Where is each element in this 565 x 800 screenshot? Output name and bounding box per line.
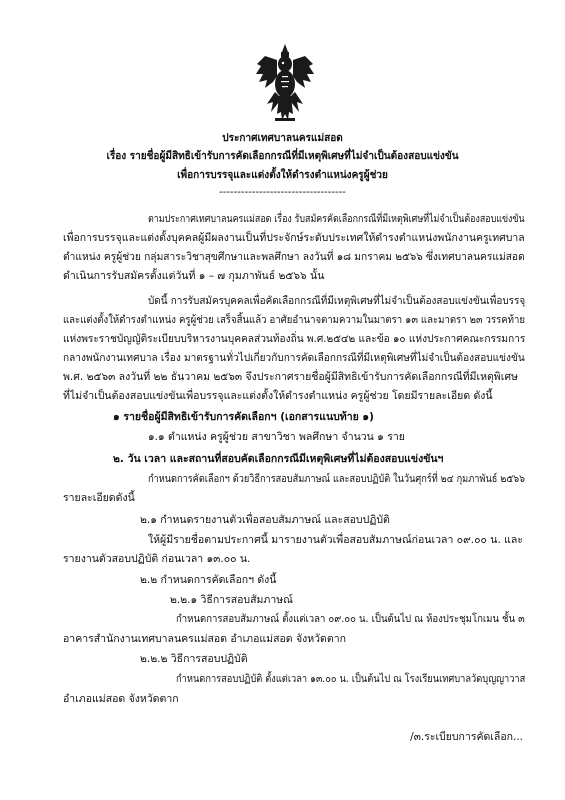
section-1-heading: ๑ รายชื่อผู้มีสิทธิเข้ารับการคัดเลือกฯ (เอกสารแนบท้าย ๑) — [113, 411, 374, 423]
paragraph-1-line-3: ตำแหน่ง ครูผู้ช่วย กลุ่มสาระวิชาสุขศึกษาและพลศึกษา ลงวันที่ ๑๘ มกราคม ๒๕๖๖ ซึ่งเทศบาลนครแม่สอด — [63, 251, 525, 263]
section-2-1-heading: ๒.๑ กำหนดรายงานตัวเพื่อสอบสัมภาษณ์ และสอบปฏิบัติ — [140, 514, 390, 526]
paragraph-1-line-2: เพื่อการบรรจุและแต่งตั้งบุคคลผู้มีผลงานเป็นที่ประจักษ์ระดับประเทศให้ดำรงตำแหน่งพนักงานครูเทศบาล — [63, 232, 525, 244]
section-2-heading: ๒. วัน เวลา และสถานที่สอบคัดเลือกกรณีมีเหตุพิเศษที่ไม่ต้องสอบแข่งขันฯ — [113, 453, 444, 465]
section-2-1-line-2: รายงานตัวสอบปฏิบัติ ก่อนเวลา ๑๓.๐๐ น. — [63, 553, 251, 565]
section-2-2-2-line-1: กำหนดการสอบปฏิบัติ ตั้งแต่เวลา ๑๓.๐๐ น. เป็นต้นไป ณ โรงเรียนเทศบาลวัดบุญญาวาส — [176, 673, 526, 685]
section-2-2-heading: ๒.๒ กำหนดการคัดเลือกฯ ดังนี้ — [140, 574, 277, 586]
paragraph-2-line-1: บัดนี้ การรับสมัครบุคคลเพื่อคัดเลือกกรณีที่มีเหตุพิเศษที่ไม่จำเป็นต้องสอบแข่งขันเพื่อบรรจุ — [148, 295, 526, 307]
section-2-2-1-heading: ๒.๒.๑ วิธีการสอบสัมภาษณ์ — [170, 594, 293, 606]
section-2-2-1-line-2: อาคารสำนักงานเทศบาลนครแม่สอด อำเภอแม่สอด จังหวัดตาก — [63, 633, 346, 645]
paragraph-2-line-4: กลางพนักงานเทศบาล เรื่อง มาตรฐานทั่วไปเกี่ยวกับการคัดเลือกกรณีที่มีเหตุพิเศษที่ไม่จำเป็นต้องสอบแข่งขัน — [63, 352, 525, 364]
paragraph-1-line-4: ดำเนินการรับสมัครตั้งแต่วันที่ ๑ – ๗ กุมภาพันธ์ ๒๕๖๖ นั้น — [63, 270, 325, 282]
paragraph-2-line-6: ที่ไม่จำเป็นต้องสอบแข่งขันเพื่อบรรจุและแต่งตั้งให้ดำรงตำแหน่ง ครูผู้ช่วย โดยมีรายละเอียด ดังนี้ — [63, 390, 493, 402]
header-separator: ----------------------------------- — [219, 186, 346, 198]
section-2-line-1: กำหนดการคัดเลือกฯ ด้วยวิธีการสอบสัมภาษณ์ และสอบปฏิบัติ ในวันศุกร์ที่ ๒๔ กุมภาพันธ์ ๒๕๖๖ — [148, 473, 525, 485]
document-title: ประกาศเทศบาลนครแม่สอด — [222, 132, 343, 144]
section-2-line-2: รายละเอียดดังนี้ — [63, 492, 135, 504]
continuation-note: /๓.ระเบียบการคัดเลือก... — [410, 731, 523, 743]
paragraph-2-line-2: และแต่งตั้งให้ดำรงตำแหน่ง ครูผู้ช่วย เสร็จสิ้นแล้ว อาศัยอำนาจตามความในมาตรา ๑๓ และมาตรา ๒๓ วรรคท้าย — [63, 314, 525, 326]
paragraph-1-line-1: ตามประกาศเทศบาลนครแม่สอด เรื่อง รับสมัครคัดเลือกกรณีที่มีเหตุพิเศษที่ไม่จำเป็นต้องสอบแข่งขัน — [148, 213, 525, 225]
section-1-item: ๑.๑ ตำแหน่ง ครูผู้ช่วย สาขาวิชา พลศึกษา จำนวน ๑ ราย — [148, 431, 405, 443]
section-2-2-2-line-2: อำเภอแม่สอด จังหวัดตาก — [63, 693, 179, 705]
section-2-2-1-line-1: กำหนดการสอบสัมภาษณ์ ตั้งแต่เวลา ๐๙.๐๐ น. เป็นต้นไป ณ ห้องประชุมโกเมน ชั้น ๓ — [176, 613, 525, 625]
document-subject-line-2: เพื่อการบรรจุและแต่งตั้งให้ดำรงตำแหน่งครูผู้ช่วย — [177, 169, 388, 181]
paragraph-2-line-5: พ.ศ. ๒๕๖๓ ลงวันที่ ๒๒ ธันวาคม ๒๕๖๓ จึงประกาศรายชื่อผู้มีสิทธิเข้ารับการคัดเลือกกรณีที่มีเหตุพิเศษ — [63, 371, 518, 383]
document-subject-line-1: เรื่อง รายชื่อผู้มีสิทธิเข้ารับการคัดเลือกกรณีที่มีเหตุพิเศษที่ไม่จำเป็นต้องสอบแข่งขัน — [106, 150, 459, 162]
section-2-1-line-1: ให้ผู้มีรายชื่อตามประกาศนี้ มารายงานตัวเพื่อสอบสัมภาษณ์ก่อนเวลา ๐๙.๐๐ น. และ — [148, 534, 523, 546]
section-2-2-2-heading: ๒.๒.๒ วิธีการสอบปฏิบัติ — [140, 653, 248, 665]
paragraph-2-line-3: แห่งพระราชบัญญัติระเบียบบริหารงานบุคคลส่วนท้องถิ่น พ.ศ.๒๕๔๒ และข้อ ๑๐ แห่งประกาศคณะกรรมการ — [63, 333, 526, 345]
garuda-emblem-icon — [255, 42, 315, 124]
